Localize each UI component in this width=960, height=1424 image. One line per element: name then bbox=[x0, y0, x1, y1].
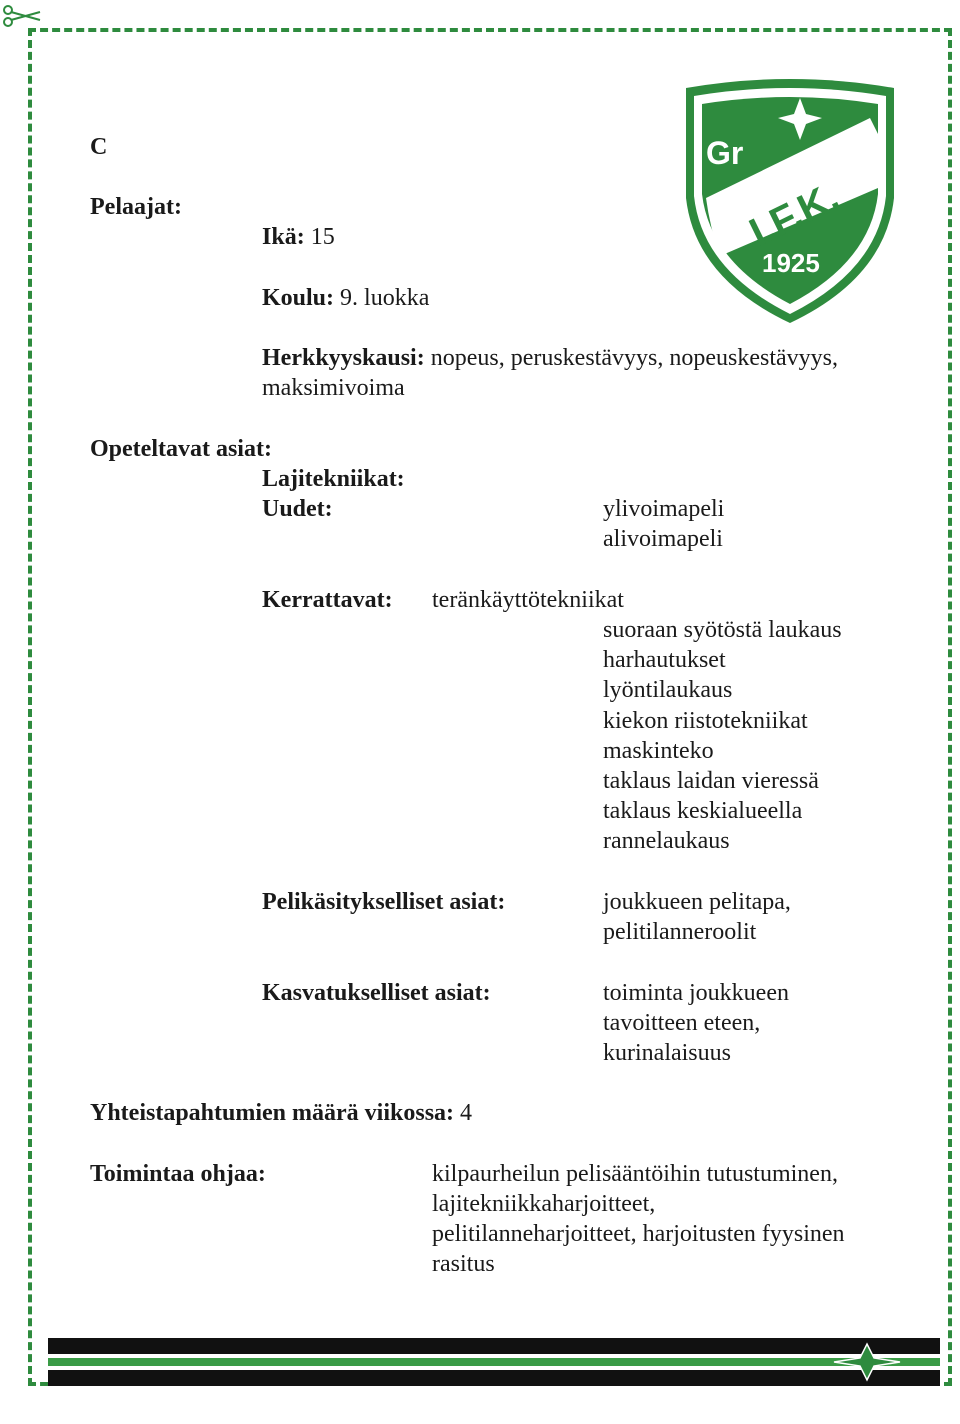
sessions-value: 4 bbox=[460, 1100, 473, 1126]
game-label: Pelikäsitykselliset asiat: bbox=[262, 889, 506, 915]
star-emblem-icon bbox=[832, 1342, 902, 1382]
new-label: Uudet: bbox=[262, 496, 333, 522]
edu-item: toiminta joukkueen bbox=[603, 980, 789, 1006]
footer-bar-top bbox=[48, 1338, 940, 1354]
sensitive-label: Herkkyyskausi: bbox=[262, 345, 425, 371]
practice-label: Opeteltavat asiat: bbox=[90, 436, 272, 462]
sensitive-value: nopeus, peruskestävyys, nopeuskestävyys, bbox=[430, 345, 838, 371]
guidance-label: Toimintaa ohjaa: bbox=[90, 1161, 266, 1187]
review-item: rannelaukaus bbox=[603, 828, 730, 854]
new-item: alivoimapeli bbox=[603, 526, 723, 552]
edu-item: tavoitteen eteen, bbox=[603, 1010, 761, 1036]
review-item: kiekon riistotekniikat bbox=[603, 708, 808, 734]
game-item: joukkueen pelitapa, bbox=[603, 889, 791, 915]
review-item: taklaus laidan vieressä bbox=[603, 768, 819, 794]
new-item: ylivoimapeli bbox=[603, 496, 725, 522]
review-item: maskinteko bbox=[603, 738, 714, 764]
school-label: Koulu: bbox=[262, 285, 335, 311]
sessions-label: Yhteistapahtumien määrä viikossa: bbox=[90, 1100, 455, 1126]
review-item: taklaus keskialueella bbox=[603, 798, 803, 824]
players-label: Pelaajat: bbox=[90, 194, 182, 220]
school-row bbox=[262, 283, 429, 313]
edu-item: kurinalaisuus bbox=[603, 1040, 731, 1066]
page-letter: C bbox=[90, 134, 108, 160]
guidance-line: rasitus bbox=[432, 1251, 495, 1277]
review-label: Kerrattavat: bbox=[262, 587, 393, 613]
review-item: lyöntilaukaus bbox=[603, 677, 733, 703]
sensitive-value-cont: maksimivoima bbox=[262, 375, 405, 401]
footer-bar-middle bbox=[48, 1358, 940, 1366]
scissors-icon bbox=[2, 4, 42, 28]
techniques-label: Lajitekniikat: bbox=[262, 466, 405, 492]
sessions-row bbox=[90, 1098, 472, 1128]
logo-year-text: 1925 bbox=[762, 248, 820, 278]
age-row bbox=[262, 222, 335, 252]
guidance-line: pelitilanneharjoitteet, harjoitusten fyysinen bbox=[432, 1221, 845, 1247]
guidance-line: lajitekniikkaharjoitteet, bbox=[432, 1191, 656, 1217]
age-value: 15 bbox=[310, 224, 335, 250]
school-value: 9. luokka bbox=[340, 285, 430, 311]
review-item: harhautukset bbox=[603, 647, 726, 673]
footer-bar-bottom bbox=[48, 1370, 940, 1386]
game-item: pelitilanneroolit bbox=[603, 919, 757, 945]
review-heading: teränkäyttötekniikat bbox=[432, 587, 624, 613]
sensitive-row bbox=[262, 343, 838, 373]
review-item: suoraan syötöstä laukaus bbox=[603, 617, 842, 643]
edu-label: Kasvatukselliset asiat: bbox=[262, 980, 491, 1006]
logo-gr-text: Gr bbox=[706, 135, 744, 171]
age-label: Ikä: bbox=[262, 224, 305, 250]
logo-ifk-text: I.F.K. bbox=[742, 174, 847, 255]
club-logo-shield bbox=[680, 78, 900, 328]
guidance-line: kilpaurheilun pelisääntöihin tutustuminen, bbox=[432, 1161, 838, 1187]
